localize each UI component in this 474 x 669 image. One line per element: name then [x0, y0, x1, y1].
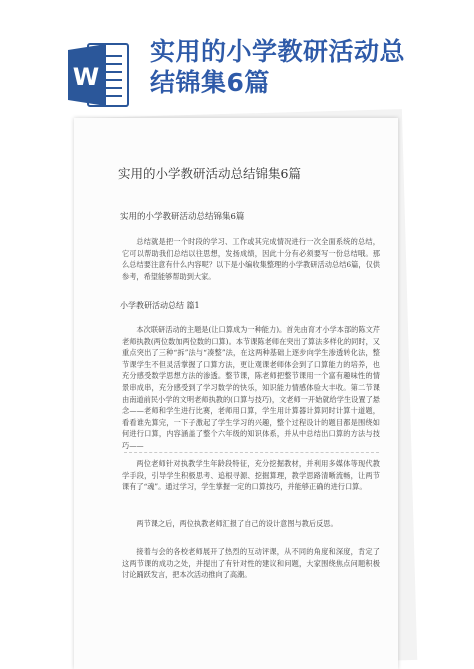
- banner-header: [0, 0, 474, 118]
- intro-paragraph: 总结就是把一个时段的学习、工作或其完成情况进行一次全面系统的总结，它可以帮助我们总结以往思想，发扬成绩，因此十分有必须要写一份总结哦。那么总结要注意有什么内容呢？以下是小编收集整理的小学教研活动总结6篇，仅供参考，希望能够帮助到大家。: [122, 237, 380, 281]
- document-subtitle: 实用的小学教研活动总结锦集6篇: [120, 212, 245, 222]
- section-heading-1: 小学教研活动总结 篇1: [120, 301, 200, 310]
- document-page: [74, 118, 398, 669]
- document-title: 实用的小学教研活动总结锦集6篇: [118, 166, 301, 181]
- banner-title: 实用的小学教研活动总结锦集6篇: [150, 37, 406, 97]
- divider: [124, 452, 379, 453]
- word-document-icon: [66, 40, 132, 110]
- paragraph-1: 本次联研活动的主题是(让口算成为一种能力)。首先由育才小学本部的陈文芹老师执教(两位数加两位数的口算)。本节课陈老师在突出了算法多样化的同时，又重点突出了三种“拆”法与“凑整”法，在这两种基础上逐步向学生渗透转化法，整节课学生不但灵活掌握了口算方法，更让观课老师体会到了口算能力的培养，也充分感受数学思想方法的渗透。整节课，陈老师把整节课用一个富有趣味性的情景串成串，充分感受到了学习数学的快乐，知识能力情感体验大丰收。第二节课由南道前民小学的文明老师执教的(口算与技巧)，文老师一开始就给学生设置了悬念——老师和学生进行比赛，老师用口算，学生用计算器计算同时计算十道题，看看谁先算完，一下子激起了学生学习的兴趣，整个过程设计的题目都是围绕如何进行口算，内容涵盖了整个六年级的知识体系，并从中总结出口算的方法与技巧——: [122, 325, 380, 450]
- word-icon-letter: W: [72, 63, 100, 91]
- paragraph-4: 接着与会的各校老师展开了热烈的互动评课，从不同的角度和深度，肯定了这两节课的成功之处，并提出了有针对性的建议和问题，大家围绕焦点问题积极讨论踊跃发言，把本次活动推向了高潮。: [122, 547, 380, 580]
- paragraph-2: 两位老师针对执教学生年龄段特征，充分挖掘教材，并利用多媒体等现代教学手段，引导学生积极思考、追根寻源、挖掘算理，教学思路清晰流畅，让两节课有了“魂”。通过学习，学生掌握一定的口算技巧，并能够正确的进行口算。: [122, 459, 380, 492]
- paragraph-3: 两节课之后，两位执教老师汇报了自己的设计意图与教后反思。: [136, 519, 338, 528]
